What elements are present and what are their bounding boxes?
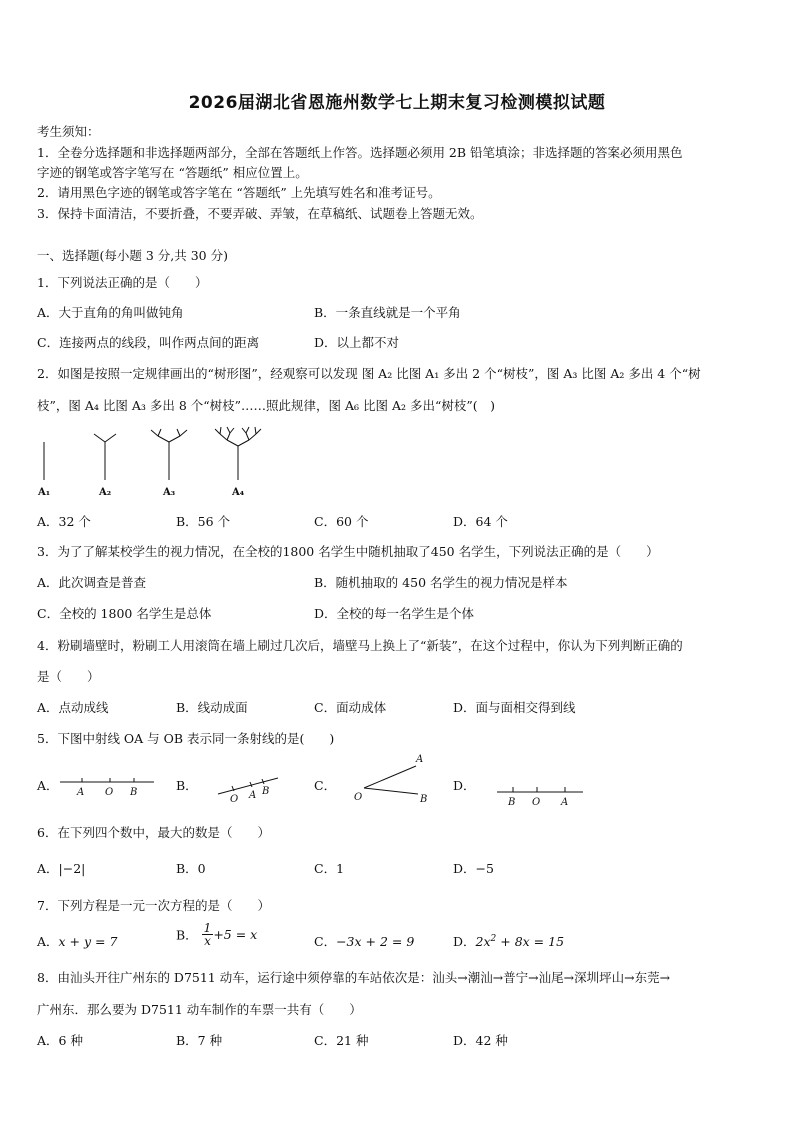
q2-option-d: D．64 个 [453, 514, 508, 529]
q5d-label-o: O [532, 797, 541, 808]
q6-option-d-value: −5 [475, 861, 494, 876]
q5c-label-a: A [416, 754, 424, 765]
q7-option-d-equation-post: + 8x = 15 [496, 934, 565, 949]
q7-option-b [176, 922, 257, 947]
q6-option-b: B．0 [176, 861, 206, 876]
q4-option-b: B．线动成面 [176, 700, 248, 715]
q1-option-d: D．以上都不对 [314, 335, 400, 350]
q5a-label-a: A [77, 787, 85, 798]
q7-option-b-rest: +5 = x [213, 927, 258, 942]
q4-option-c: C．面动成体 [314, 700, 387, 715]
q5b-label-a: A [249, 790, 257, 801]
q6-option-c: C．1 [314, 861, 345, 876]
q3-option-c: C．全校的 1800 名学生是总体 [37, 606, 212, 621]
q5-figure-b [212, 768, 284, 804]
q5b-label-b: B [262, 786, 270, 797]
q3-option-a: A．此次调查是普查 [37, 575, 147, 590]
q3-option-b: B．随机抽取的 450 名学生的视力情况是样本 [314, 575, 568, 590]
question-4-stem-line-2: 是（ ） [37, 669, 100, 684]
q2-option-a: A．32 个 [37, 514, 91, 529]
q5-figure-c [348, 750, 438, 806]
q7-option-d [453, 932, 564, 950]
question-7-stem: 7．下列方程是一元一次方程的是（ ） [37, 898, 270, 913]
q8-option-d: D．42 种 [453, 1033, 508, 1048]
tree-figure [30, 420, 280, 502]
q8-option-a: A．6 种 [37, 1033, 83, 1048]
question-3-stem: 3．为了了解某校学生的视力情况，在全校的1800 名学生中随机抽取了450 名学生，下列说法正确的是（ ） [37, 544, 659, 559]
q7-option-a-equation: x + y = 7 [58, 934, 118, 949]
notice-item-1-line-2: 字迹的钢笔或答字笔写在 “答题纸” 相应位置上。 [37, 165, 308, 180]
q6-option-d [453, 859, 494, 877]
q5a-label-o: O [105, 787, 114, 798]
q5-option-c: C． [314, 778, 337, 793]
q8-option-c: C．21 种 [314, 1033, 369, 1048]
q5c-label-b: B [420, 794, 428, 805]
q7-option-a [37, 932, 117, 950]
q7-option-c [314, 932, 414, 950]
q1-option-c: C．连接两点的线段，叫作两点间的距离 [37, 335, 260, 350]
question-5-stem: 5．下图中射线 OA 与 OB 表示同一条射线的是( ) [37, 731, 335, 746]
q7-option-d-exponent: 2 [490, 933, 497, 944]
q4-option-a: A．点动成线 [37, 700, 109, 715]
q2-option-b: B．56 个 [176, 514, 231, 529]
q5-figure-d [495, 782, 587, 812]
q7-option-b-denominator: x [204, 934, 211, 948]
q7-option-b-fraction [202, 922, 214, 947]
q4-option-d: D．面与面相交得到线 [453, 700, 576, 715]
notice-item-1-line-1: 1．全卷分选择题和非选择题两部分，全部在答题纸上作答。选择题必须用 2B 铅笔填涂；非选择题的答案必须用黑色 [37, 145, 683, 160]
question-1-stem: 1．下列说法正确的是（ ） [37, 275, 208, 290]
q1-option-b: B．一条直线就是一个平角 [314, 305, 461, 320]
tree-label-a4: A₄ [232, 487, 245, 498]
q5-option-d: D． [453, 778, 476, 793]
q6-option-d-label: D． [453, 861, 476, 876]
section-heading: 一、选择题(每小题 3 分,共 30 分) [37, 248, 228, 263]
q7-option-d-label: D． [453, 934, 476, 949]
q5d-label-a: A [561, 797, 569, 808]
q6-option-a [37, 859, 85, 877]
question-8-stem-line-1: 8．由汕头开往广州东的 D7511 动车，运行途中须停靠的车站依次是：汕头→潮汕→普宁→汕尾→深圳坪山→东莞→ [37, 970, 671, 985]
notice-item-3: 3．保持卡面清洁，不要折叠，不要弄破、弄皱，在草稿纸、试题卷上答题无效。 [37, 206, 483, 221]
q3-option-d: D．全校的每一名学生是个体 [314, 606, 475, 621]
question-8-stem-line-2: 广州东．那么要为 D7511 动车制作的车票一共有（ ） [37, 1002, 362, 1017]
notice-heading: 考生须知： [37, 124, 100, 139]
q6-option-a-label: A． [37, 861, 59, 876]
q5-option-a: A． [37, 778, 59, 793]
q8-option-b: B．7 种 [176, 1033, 223, 1048]
q7-option-d-equation-pre: 2x [475, 934, 491, 949]
q5b-label-o: O [230, 794, 239, 804]
q1-option-a: A．大于直角的角叫做钝角 [37, 305, 184, 320]
q7-option-b-label: B． [176, 927, 198, 943]
question-4-stem-line-1: 4．粉刷墙壁时，粉刷工人用滚筒在墙上刷过几次后，墙壁马上换上了“新装”，在这个过程中，你认为下列判断正确的 [37, 638, 683, 653]
tree-label-a2: A₂ [99, 487, 112, 498]
q7-option-b-numerator: 1 [203, 921, 212, 935]
q6-option-a-value: |−2| [58, 861, 86, 876]
page-title: 2026届湖北省恩施州数学七上期末复习检测模拟试题 [188, 93, 606, 113]
question-2-stem-line-1: 2．如图是按照一定规律画出的“树形图”，经观察可以发现 图 A₂ 比图 A₁ 多出 2 个“树枝”，图 A₃ 比图 A₂ 多出 4 个“树 [37, 366, 701, 381]
tree-label-a1: A₁ [38, 487, 51, 498]
q7-option-c-label: C． [314, 934, 337, 949]
q2-option-c: C．60 个 [314, 514, 369, 529]
q5d-label-b: B [508, 797, 516, 808]
q5-option-b: B． [176, 778, 198, 793]
question-6-stem: 6．在下列四个数中，最大的数是（ ） [37, 825, 270, 840]
q7-option-a-label: A． [37, 934, 59, 949]
q5c-label-o: O [354, 792, 363, 803]
question-2-stem-line-2: 枝”，图 A₄ 比图 A₃ 多出 8 个“树枝”……照此规律，图 A₆ 比图 A₂ 多出“树枝”( ) [37, 398, 496, 413]
tree-label-a3: A₃ [163, 487, 176, 498]
q7-option-c-equation: −3x + 2 = 9 [336, 934, 415, 949]
q5a-label-b: B [130, 787, 138, 798]
notice-item-2: 2．请用黑色字迹的钢笔或答字笔在 “答题纸” 上先填写姓名和准考证号。 [37, 185, 441, 200]
q5-figure-a [58, 770, 158, 800]
